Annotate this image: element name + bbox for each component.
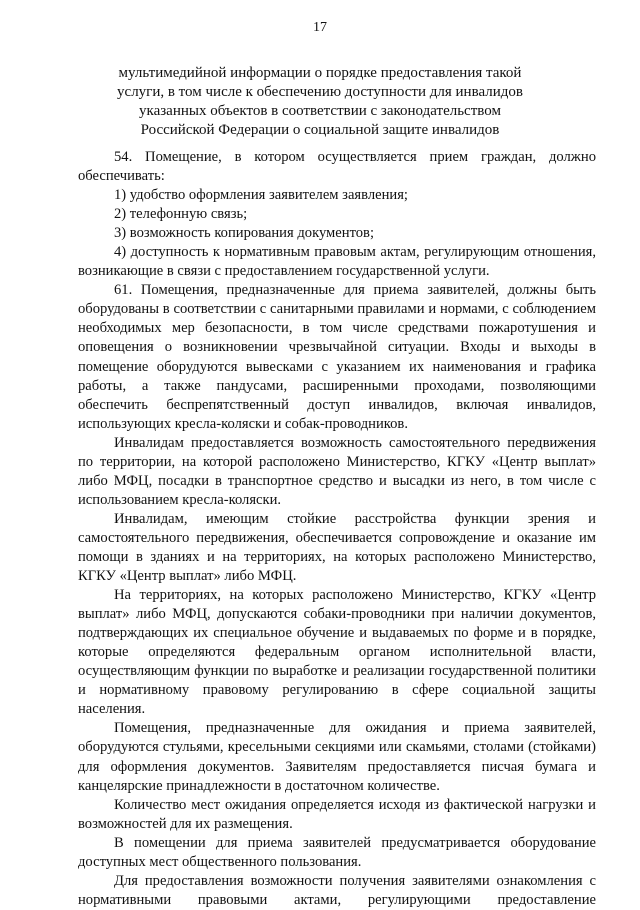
paragraph-waiting-rooms: Помещения, предназначенные для ожидания и приема заявителей, оборудуются стульями, кресельными секциями или скамьями, столами (стойками) для оформления документов. Заявителям предоставляется писчая бумага и канцелярские принадлежности в достаточном количестве. [78,720,596,794]
paragraph-legal-acts: Для предоставления возможности получения заявителями ознакомления с нормативными правовыми актами, регулирующими предоставление [78,872,596,908]
paragraph-item-54: 54. Помещение, в котором осуществляется прием граждан, должно обеспечивать: [78,149,596,185]
heading-line: указанных объектов в соответствии с законодательством [139,103,501,119]
paragraph-waiting-seats: Количество мест ожидания определяется исходя из фактической нагрузки и возможностей для их размещения. [78,796,596,832]
heading-line: услуги, в том числе к обеспечению доступности для инвалидов [117,84,523,100]
list-item-3: 3) возможность копирования документов; [114,225,375,242]
list-item-4: 4) доступность к нормативным правовым актам, регулирующим отношения, возникающие в связи с предоставлением государственной услуги. [78,244,596,280]
paragraph-mobility: Инвалидам предоставляется возможность самостоятельного передвижения по территории, на которой расположено Министерство, КГКУ «Центр выплат» либо МФЦ, посадки в транспортное средство и высадки из него, в том числе с использованием кресла-коляски. [78,434,596,508]
heading-line: Российской Федерации о социальной защите инвалидов [140,122,500,138]
list-item-1: 1) удобство оформления заявителем заявления; [114,187,408,204]
paragraph-public-facilities: В помещении для приема заявителей предусматривается оборудование доступных мест общественного пользования. [78,834,596,870]
section-heading [90,64,550,140]
list-item-2: 2) телефонную связь; [114,206,248,223]
paragraph-assistance: Инвалидам, имеющим стойкие расстройства функции зрения и самостоятельного передвижения, обеспечивается сопровождение и оказание им помощи в зданиях и на территориях, на которых расположено Министерство, КГКУ «Центр выплат» либо МФЦ. [78,510,596,585]
heading-line: мультимедийной информации о порядке предоставления такой [118,65,522,81]
document-body [78,148,596,910]
paragraph-guide-dogs: На территориях, на которых расположено Министерство, КГКУ «Центр выплат» либо МФЦ, допускаются собаки-проводники при наличии документов, подтверждающих их специальное обучение и выдаваемых по форме и в порядке, которые определяются федеральным органом исполнительной власти, осуществляющим функции по выработке и реализации государственной политики и нормативному правовому регулированию в сфере социальной защиты населения. [78,587,596,718]
page-number: 17 [313,20,327,35]
paragraph-item-61: 61. Помещения, предназначенные для приема заявителей, должны быть оборудованы в соответствии с санитарными правилами и нормами, с соблюдением необходимых мер безопасности, в том числе средствами пожаротушения и оповещения о возникновении чрезвычайной ситуации. Входы и выходы в помещение оборудуются вывесками с указанием их наименования и графика работы, а также пандусами, расширенными проходами, позволяющими обеспечить беспрепятственный доступ инвалидов, включая инвалидов, использующих кресла-коляски и собак-проводников. [78,282,596,432]
